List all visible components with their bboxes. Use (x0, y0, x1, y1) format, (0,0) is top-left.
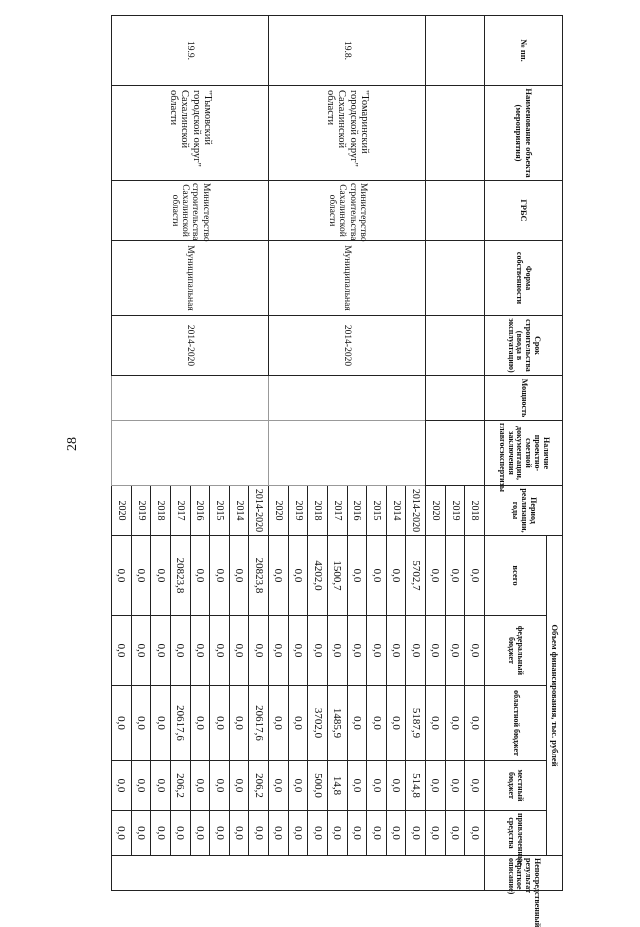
federal-cell: 0,0 (367, 616, 387, 686)
object-num: 19.9. (112, 16, 269, 86)
total-cell: 0,0 (367, 536, 387, 616)
local-cell: 0,0 (386, 761, 406, 811)
total-cell: 0,0 (288, 536, 308, 616)
total-cell: 0,0 (445, 536, 465, 616)
regional-cell: 0,0 (190, 686, 210, 761)
total-cell: 0,0 (190, 536, 210, 616)
header-result: Непосредственный результат (краткое описание) (485, 856, 563, 891)
total-cell: 0,0 (151, 536, 171, 616)
object-grbs: Министерство строительства Сахалинской области (112, 181, 269, 241)
federal-cell: 0,0 (308, 616, 328, 686)
period-cell: 2018 (151, 486, 171, 536)
federal-cell: 0,0 (131, 616, 151, 686)
regional-cell: 0,0 (229, 686, 249, 761)
attracted-cell: 0,0 (249, 811, 269, 856)
local-cell: 0,0 (288, 761, 308, 811)
regional-cell: 0,0 (131, 686, 151, 761)
local-cell: 14,8 (328, 761, 348, 811)
attracted-cell: 0,0 (308, 811, 328, 856)
regional-cell: 20617,6 (249, 686, 269, 761)
total-cell: 4202,0 (308, 536, 328, 616)
federal-cell: 0,0 (112, 616, 132, 686)
header-regional: областной бюджет (485, 686, 547, 761)
period-cell: 2016 (190, 486, 210, 536)
object-design-doc (112, 421, 269, 486)
attracted-cell: 0,0 (426, 811, 446, 856)
period-cell: 2020 (426, 486, 446, 536)
local-cell: 0,0 (131, 761, 151, 811)
local-cell: 0,0 (112, 761, 132, 811)
total-cell: 1500,7 (328, 536, 348, 616)
federal-cell: 0,0 (328, 616, 348, 686)
empty-deadline (426, 316, 485, 376)
federal-cell: 0,0 (386, 616, 406, 686)
federal-cell: 0,0 (426, 616, 446, 686)
empty-design-doc (426, 421, 485, 486)
object-ownership: Муниципальная (112, 241, 269, 316)
regional-cell: 0,0 (112, 686, 132, 761)
header-name: Наименование объекта (мероприятия) (485, 86, 563, 181)
funding-table (111, 15, 563, 927)
period-cell: 2018 (465, 486, 485, 536)
federal-cell: 0,0 (465, 616, 485, 686)
period-cell: 2017 (171, 486, 191, 536)
empty-capacity (426, 376, 485, 421)
period-cell: 2019 (131, 486, 151, 536)
period-cell: 2019 (445, 486, 465, 536)
total-cell: 20823,8 (171, 536, 191, 616)
attracted-cell: 0,0 (347, 811, 367, 856)
period-cell: 2020 (269, 486, 289, 536)
local-cell: 0,0 (465, 761, 485, 811)
regional-cell: 0,0 (386, 686, 406, 761)
regional-cell: 0,0 (151, 686, 171, 761)
object-num: 19.8. (269, 16, 426, 86)
attracted-cell: 0,0 (465, 811, 485, 856)
regional-cell: 1485,9 (328, 686, 348, 761)
period-cell: 2018 (308, 486, 328, 536)
attracted-cell: 0,0 (367, 811, 387, 856)
attracted-cell: 0,0 (131, 811, 151, 856)
local-cell: 500,0 (308, 761, 328, 811)
total-cell: 0,0 (347, 536, 367, 616)
empty-grbs (426, 181, 485, 241)
federal-cell: 0,0 (229, 616, 249, 686)
result-cell (112, 856, 485, 891)
regional-cell: 0,0 (347, 686, 367, 761)
local-cell: 0,0 (269, 761, 289, 811)
regional-cell: 0,0 (288, 686, 308, 761)
local-cell: 0,0 (210, 761, 230, 811)
federal-cell: 0,0 (171, 616, 191, 686)
period-cell: 2015 (210, 486, 230, 536)
header-period: Период реализации, годы (485, 486, 563, 536)
total-cell: 0,0 (112, 536, 132, 616)
object-ownership: Муниципальная (269, 241, 426, 316)
local-cell: 0,0 (151, 761, 171, 811)
federal-cell: 0,0 (445, 616, 465, 686)
page-number: 28 (65, 437, 80, 451)
total-cell: 0,0 (210, 536, 230, 616)
regional-cell: 0,0 (367, 686, 387, 761)
local-cell: 0,0 (190, 761, 210, 811)
federal-cell: 0,0 (406, 616, 426, 686)
table-body (112, 16, 563, 927)
period-cell: 2014-2020 (406, 486, 426, 536)
total-cell: 0,0 (465, 536, 485, 616)
object-deadline: 2014-2020 (112, 316, 269, 376)
period-cell: 2017 (328, 486, 348, 536)
period-cell: 2015 (367, 486, 387, 536)
regional-cell: 0,0 (445, 686, 465, 761)
regional-cell: 0,0 (465, 686, 485, 761)
header-total: всего (485, 536, 547, 616)
header-deadline: Срок строительства (ввода в эксплуатацию) (485, 316, 563, 376)
total-cell: 0,0 (426, 536, 446, 616)
regional-cell: 0,0 (426, 686, 446, 761)
federal-cell: 0,0 (151, 616, 171, 686)
regional-cell: 0,0 (210, 686, 230, 761)
object-grbs: Министерство строительства Сахалинской области (269, 181, 426, 241)
attracted-cell: 0,0 (112, 811, 132, 856)
federal-cell: 0,0 (249, 616, 269, 686)
period-cell: 2014 (386, 486, 406, 536)
total-cell: 5702,7 (406, 536, 426, 616)
period-cell: 2016 (347, 486, 367, 536)
header-federal: федеральный бюджет (485, 616, 547, 686)
attracted-cell: 0,0 (229, 811, 249, 856)
local-cell: 0,0 (347, 761, 367, 811)
period-cell: 2019 (288, 486, 308, 536)
federal-cell: 0,0 (347, 616, 367, 686)
header-local: местный бюджет (485, 761, 547, 811)
federal-cell: 0,0 (288, 616, 308, 686)
object-capacity (112, 376, 269, 421)
period-cell: 2020 (112, 486, 132, 536)
period-cell: 2014-2020 (249, 486, 269, 536)
object-capacity (269, 376, 426, 421)
attracted-cell: 0,0 (190, 811, 210, 856)
header-design-doc: Наличие проектно-сметной документации, заключения главгосэкспертизы (485, 421, 563, 486)
total-cell: 0,0 (386, 536, 406, 616)
header-capacity: Мощность (485, 376, 563, 421)
object-deadline: 2014-2020 (269, 316, 426, 376)
local-cell: 514,8 (406, 761, 426, 811)
local-cell: 0,0 (426, 761, 446, 811)
attracted-cell: 0,0 (328, 811, 348, 856)
local-cell: 206,2 (249, 761, 269, 811)
federal-cell: 0,0 (190, 616, 210, 686)
attracted-cell: 0,0 (210, 811, 230, 856)
header-attracted: привлеченные средства (485, 811, 547, 856)
object-name: "Тымовский городской округ" Сахалинской области (112, 86, 269, 181)
attracted-cell: 0,0 (386, 811, 406, 856)
total-cell: 20823,8 (249, 536, 269, 616)
regional-cell: 3702,0 (308, 686, 328, 761)
rotated-table-wrapper (111, 15, 563, 927)
local-cell: 0,0 (367, 761, 387, 811)
total-cell: 0,0 (131, 536, 151, 616)
header-ownership: Форма собственности (485, 241, 563, 316)
empty-ownership (426, 241, 485, 316)
federal-cell: 0,0 (210, 616, 230, 686)
period-cell: 2014 (229, 486, 249, 536)
empty-num (426, 16, 485, 86)
regional-cell: 20617,6 (171, 686, 191, 761)
federal-cell: 0,0 (269, 616, 289, 686)
attracted-cell: 0,0 (288, 811, 308, 856)
table-row (249, 16, 269, 891)
object-design-doc (269, 421, 426, 486)
local-cell: 0,0 (229, 761, 249, 811)
empty-name (426, 86, 485, 181)
table-row (406, 16, 426, 891)
attracted-cell: 0,0 (445, 811, 465, 856)
header-funding-group: Объем финансирования, тыс. рублей (547, 536, 563, 856)
attracted-cell: 0,0 (269, 811, 289, 856)
table-row (465, 16, 485, 891)
header-grbs: ГРБС (485, 181, 563, 241)
attracted-cell: 0,0 (171, 811, 191, 856)
total-cell: 0,0 (229, 536, 249, 616)
regional-cell: 0,0 (269, 686, 289, 761)
attracted-cell: 0,0 (406, 811, 426, 856)
local-cell: 0,0 (445, 761, 465, 811)
header-num: № пп. (485, 16, 563, 86)
regional-cell: 5187,9 (406, 686, 426, 761)
attracted-cell: 0,0 (151, 811, 171, 856)
local-cell: 206,2 (171, 761, 191, 811)
object-name: "Томаринский городской округ" Сахалинской области (269, 86, 426, 181)
total-cell: 0,0 (269, 536, 289, 616)
